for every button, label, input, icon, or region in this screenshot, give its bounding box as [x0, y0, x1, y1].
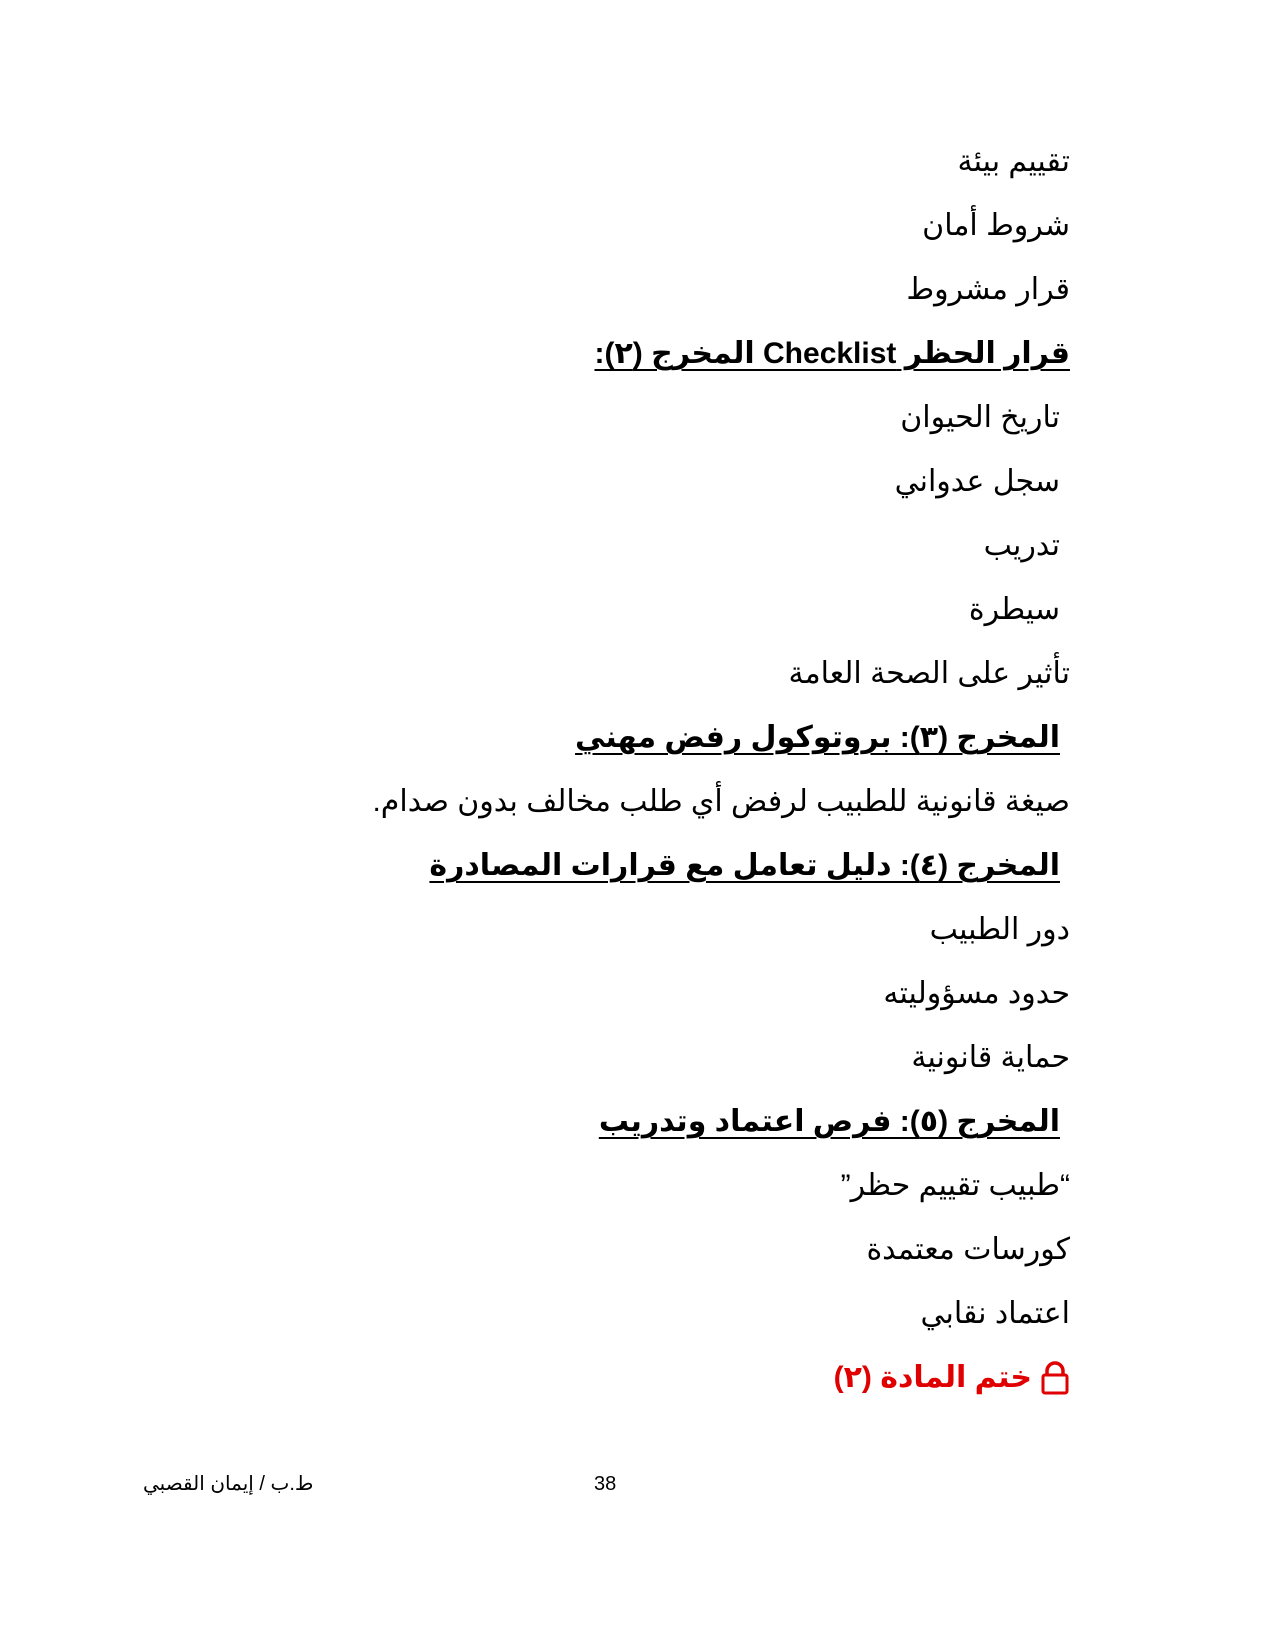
text-line: تأثير على الصحة العامة: [788, 657, 1070, 690]
text-line: “طبيب تقييم حظر”: [840, 1169, 1070, 1202]
text-line: سيطرة: [968, 593, 1060, 626]
footer-author: ط.ب / إيمان القصبي: [143, 1473, 314, 1495]
text-line: قرار مشروط: [906, 273, 1070, 306]
seal-label: ختم المادة (٢): [833, 1361, 1032, 1394]
section-heading: المخرج (٥): فرص اعتماد وتدريب: [598, 1105, 1060, 1138]
section-heading: المخرج (٤): دليل تعامل مع قرارات المصادرة: [429, 849, 1060, 882]
text-line: تدريب: [983, 529, 1060, 562]
text-line: حماية قانونية: [911, 1041, 1070, 1074]
text-line: سجل عدواني: [894, 465, 1060, 498]
text-line: تقييم بيئة: [957, 145, 1070, 178]
text-line: كورسات معتمدة: [866, 1233, 1070, 1266]
lock-icon: [1040, 1361, 1070, 1395]
text-line: اعتماد نقابي: [920, 1297, 1070, 1330]
section-heading: قرار الحظر Checklist المخرج (٢):: [594, 337, 1070, 370]
text-line: حدود مسؤوليته: [883, 977, 1070, 1010]
text-line: شروط أمان: [922, 209, 1070, 242]
text-line: تاريخ الحيوان: [900, 401, 1060, 434]
seal-wrap: [834, 1359, 1070, 1397]
text-line: صيغة قانونية للطبيب لرفض أي طلب مخالف بدون صدام.: [372, 785, 1070, 818]
seal-line: [834, 1359, 1070, 1405]
page-number: 38: [594, 1473, 617, 1495]
section-heading: المخرج (٣): بروتوكول رفض مهني: [575, 721, 1060, 754]
text-line: دور الطبيب: [929, 913, 1070, 946]
